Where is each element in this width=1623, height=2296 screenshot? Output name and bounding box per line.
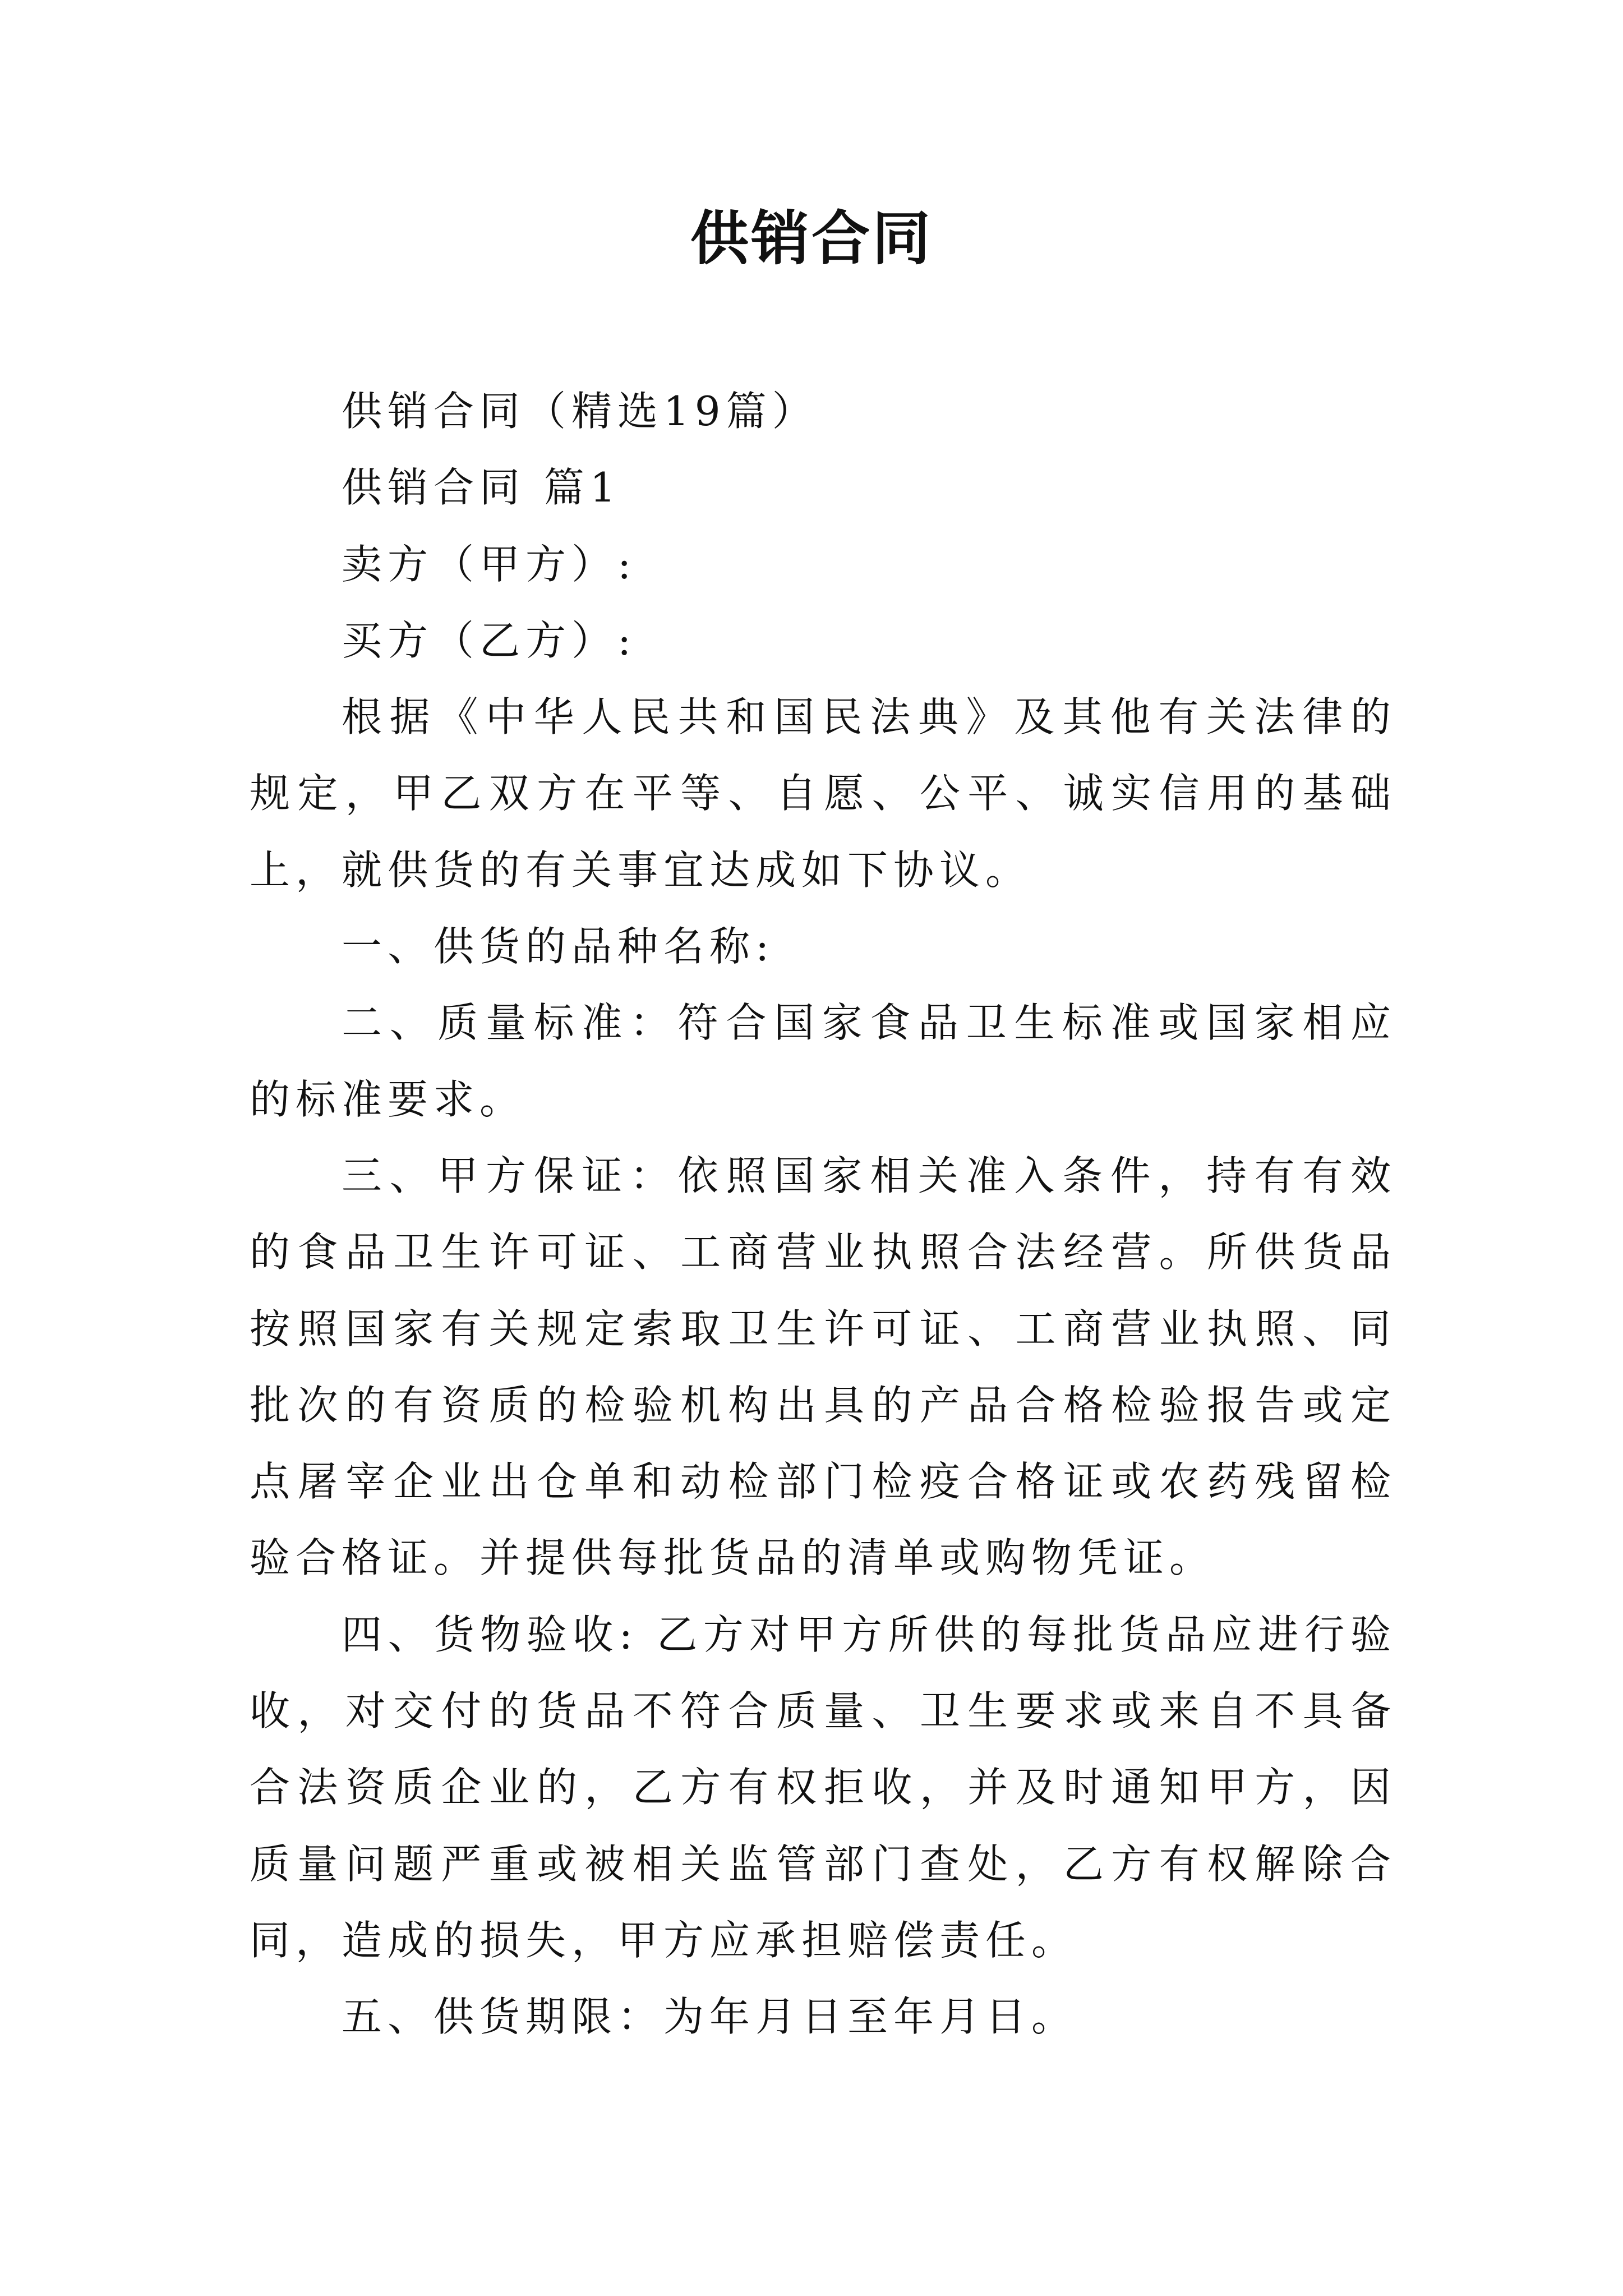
paragraph-clause-4: 四、货物验收: 乙方对甲方所供的每批货品应进行验收，对交付的货品不符合质量、卫生要求或来自不具备合法资质企业的，乙方有权拒收，并及时通知甲方，因质量问题严重或被相关监管部门查处，乙方有权解除合同，造成的损失，甲方应承担赔偿责任。	[250, 1611, 1396, 1964]
paragraph-clause-3: 三、甲方保证：依照国家相关准入条件，持有有效的食品卫生许可证、工商营业执照合法经营。所供货品按照国家有关规定索取卫生许可证、工商营业执照、同批次的有资质的检验机构出具的产品合格检验报告或定点屠宰企业出仓单和动检部门检疫合格证或农药残留检验合格证。并提供每批货品的清单或购物凭证。	[250, 1152, 1396, 1582]
paragraph-clause-2: 二、质量标准：符合国家食品卫生标准或国家相应的标准要求。	[250, 999, 1396, 1123]
paragraph-buyer: 买方（乙方）:	[342, 616, 637, 664]
paragraph-subtitle: 供销合同（精选19篇）	[342, 388, 818, 435]
paragraph-clause-5: 五、供货期限：为年月日至年月日。	[342, 1993, 1078, 2041]
paragraph-seller: 卖方（甲方）:	[342, 540, 637, 588]
paragraph-section-heading: 供销合同 篇1	[342, 464, 621, 512]
document-title: 供销合同	[690, 204, 933, 273]
paragraph-clause-1: 一、供货的品种名称:	[342, 923, 775, 970]
paragraph-preamble: 根据《中华人民共和国民法典》及其他有关法律的规定，甲乙双方在平等、自愿、公平、诚实信用的基础上，就供货的有关事宜达成如下协议。	[250, 693, 1396, 894]
document-body	[250, 373, 1396, 2055]
